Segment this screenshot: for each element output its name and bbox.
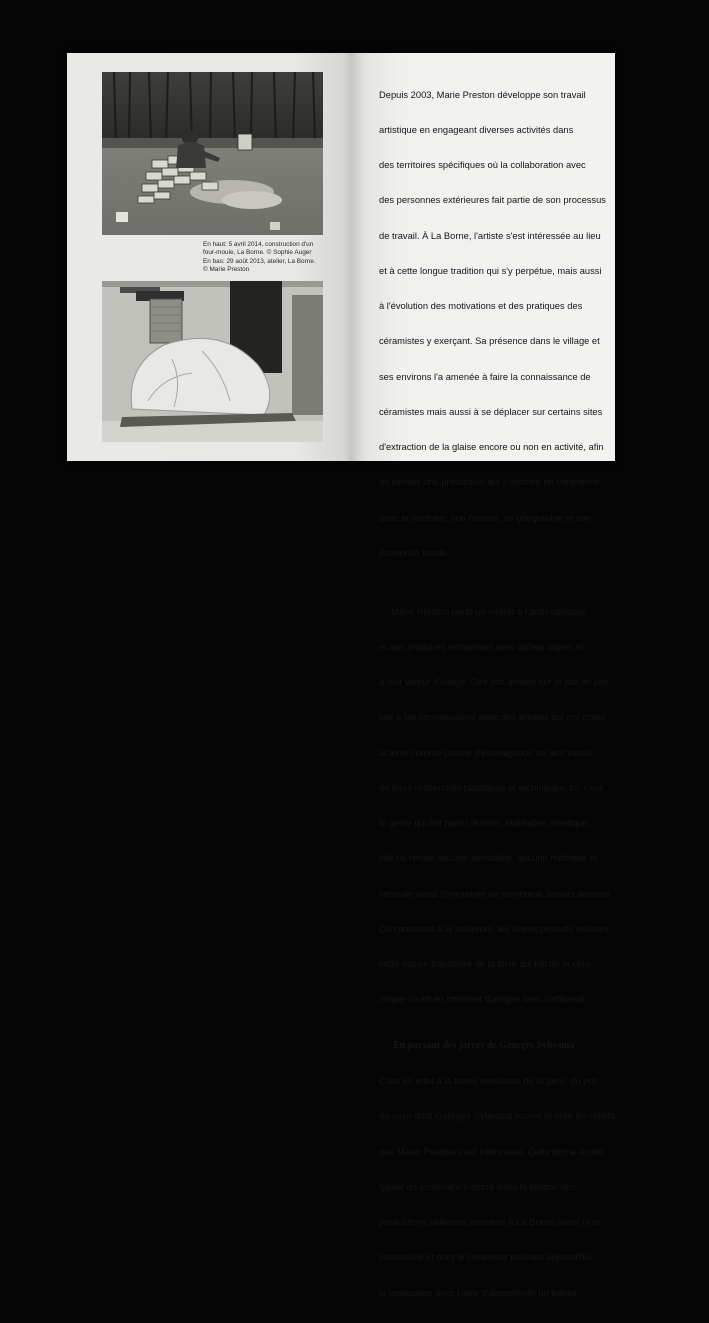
text-line: des territoires spécifiques où la collaboration avec (379, 160, 586, 170)
left-page (67, 53, 352, 461)
photo-kiln-construction (102, 72, 323, 235)
open-booklet-spread (67, 53, 615, 1298)
text-line: artistique en engageant diverses activités dans (379, 124, 574, 135)
text-line: ses environs l'a amenée à faire la connaissance de (379, 371, 591, 382)
text-line: céramistes y exerçant. Sa présence dans le village et (379, 336, 600, 347)
text-line: que Marie Preston s'est intéressée. Cette forme arché- (379, 1146, 606, 1157)
text-line: économie locale. (379, 547, 450, 558)
text-line: céramistes mais aussi à se déplacer sur certains sites (379, 406, 603, 417)
article-text (379, 66, 614, 1323)
text-line: à leur valeur d'usage. Dès son arrivée sur le site fin juin, (379, 677, 611, 687)
right-page (352, 53, 615, 1298)
text-line: Depuis 2003, Marie Preston développe son travail (379, 89, 586, 100)
text-line: productions utilitaires tournées à La Borne avant l'ère (379, 1217, 600, 1227)
text-line: et à cette longue tradition qui s'y perpétue, mais aussi (379, 265, 602, 276)
text-line: cette nature transitoire de la terre qui fait de la céra- (379, 959, 594, 969)
photo-studio-jar-covered (102, 281, 323, 442)
text-line: typale du contenant s'inscrit dans la filiation des (379, 1181, 577, 1192)
text-line: de penser une production qui s'inscrive en cohérence (379, 477, 600, 488)
text-line: elle a fait connaissance avec des artistes qui ont choisi (379, 712, 606, 723)
text-line: à l'évolution des motivations et des pratiques des (379, 301, 583, 311)
text-line: de leurs recherches plastiques et techniques. Ici, c'est (379, 782, 603, 793)
text-line: mique un art en constant dialogue avec l'artisanat. (379, 994, 587, 1005)
photo-caption: En haut: 5 avril 2014, construction d'un four-moule, La Borne. © Sophie Auger En bas: 29 août 2013, atelier, La Borne. © Marie Preston (203, 241, 316, 274)
text-line: avec le territoire, son histoire, sa géographie et son (379, 512, 591, 523)
text-line: de travail. À La Borne, l'artiste s'est intéressée au lieu (379, 230, 601, 241)
text-line: du vase dont Georges Sybesma tourne et crée les reliefs (379, 1111, 615, 1122)
text-line: la production avec l'idée d'approfondir un travail (379, 1287, 577, 1298)
text-line: C'est en effet à la forme immuable de la jarre, du pot, (379, 1076, 599, 1086)
paragraph-intro (379, 66, 614, 583)
section-heading: En partant des jarres de Georges Sybesma (393, 1039, 575, 1051)
text-line: le geste qui fait parler la terre. Malléable, élastique, (379, 818, 591, 828)
text-line: Du contenant à la sculpture, les objets produits révèlent (379, 923, 610, 934)
text-line: véhicule aussi l'empreinte de nombreux savoirs anciens. (379, 888, 613, 899)
paragraph-jarres (379, 1053, 614, 1323)
text-line: elle ne refuse aucune sensibilité, aucune méthode et (379, 853, 598, 864)
text-line: et aux pratiques artisanales ainsi qu'aux objets et (379, 641, 583, 652)
text-line: d'extraction de la glaise encore ou non en activité, afin (379, 442, 604, 452)
paragraph-anthropology (379, 583, 614, 1030)
text-line: la terre comme champ d'investigation de leur travail, (379, 747, 595, 758)
text-line: Marie Preston porte un intérêt à l'anthropologie (391, 606, 586, 617)
text-line: des personnes extérieures fait partie de son processus (379, 195, 606, 206)
text-line: industrielle et dont le céramiste poursuit aujourd'hui (379, 1252, 592, 1263)
